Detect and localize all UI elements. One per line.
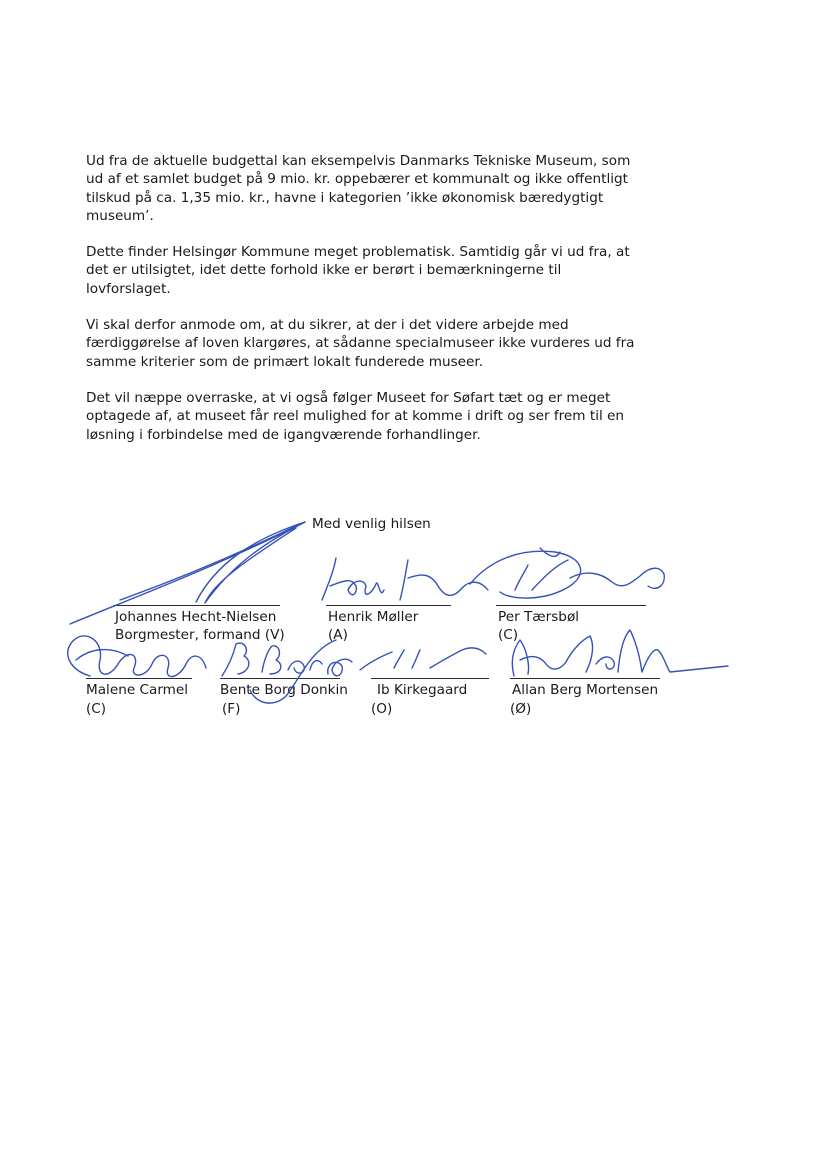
paragraph-problematic: Dette finder Helsingør Kommune meget problematisk. Samtidig går vi ud fra, at det er utilsigtet, idet dette forhold ikke er berørt i bemærkningerne til lovforslaget. xyxy=(86,244,630,297)
signature-carmel xyxy=(68,636,206,677)
paragraph-budget: Ud fra de aktuelle budgettal kan eksempelvis Danmarks Tekniske Museum, som ud af et samlet budget på 9 mio. kr. oppebærer et kommunalt og ikke offentligt tilskud på ca. 1,35 mio. kr., havne i kategorien ’ikke økonomisk bæredygtigt museum’. xyxy=(86,153,631,225)
signature-moller xyxy=(322,558,488,600)
paragraph-request: Vi skal derfor anmode om, at du sikrer, at der i det videre arbejde med færdiggørelse af loven klargøres, at sådanne specialmuseer ikke vurderes ud fra samme kriterier som de primært lokalt funderede museer. xyxy=(86,317,635,370)
closing-greeting: Med venlig hilsen xyxy=(312,516,431,532)
signatory-name-hecht-nielsen: Johannes Hecht-Nielsen xyxy=(115,609,277,625)
signatory-name-moller: Henrik Møller xyxy=(328,609,419,625)
signatory-party-donkin: (F) xyxy=(222,701,241,717)
signatory-name-mortensen: Allan Berg Mortensen xyxy=(512,682,659,698)
signature-donkin xyxy=(222,640,352,703)
signature-taersbol xyxy=(470,548,664,598)
signatory-party-mortensen: (Ø) xyxy=(510,701,532,717)
signatory-role-hecht-nielsen: Borgmester, formand (V) xyxy=(115,627,285,643)
signatory-party-carmel: (C) xyxy=(86,701,107,717)
signatory-party-kirkegaard: (O) xyxy=(371,701,393,717)
signatory-party-taersbol: (C) xyxy=(498,627,519,643)
paragraph-museum-sofart: Det vil næppe overraske, at vi også følger Museet for Søfart tæt og er meget optagede af, at museet får reel mulighed for at komme i drift og ser frem til en løsning i forbindelse med de igangværende forhandlinger. xyxy=(86,390,625,443)
signature-hecht-nielsen xyxy=(70,522,305,624)
signatory-party-moller: (A) xyxy=(328,627,348,643)
signature-mortensen xyxy=(512,630,728,676)
signatory-name-donkin: Bente Borg Donkin xyxy=(220,682,348,698)
signatory-name-carmel: Malene Carmel xyxy=(86,682,189,698)
signatory-name-taersbol: Per Tærsbøl xyxy=(498,609,580,625)
signatory-name-kirkegaard: Ib Kirkegaard xyxy=(377,682,468,698)
signature-kirkegaard xyxy=(360,648,486,670)
